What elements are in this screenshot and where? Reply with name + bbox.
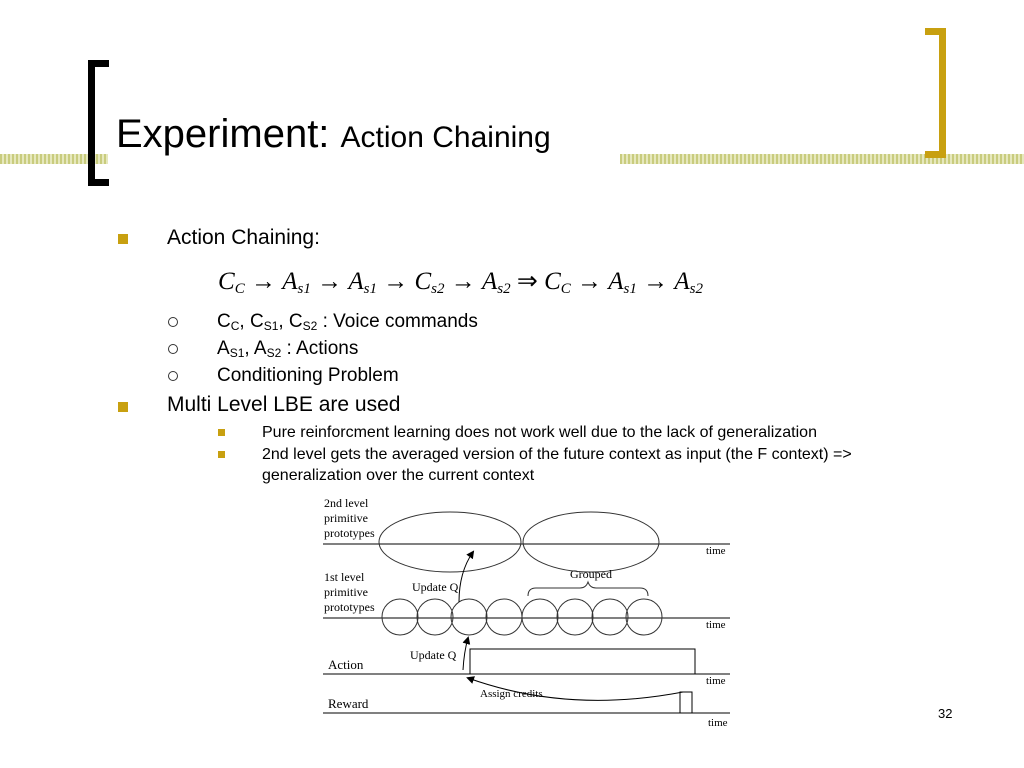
grouped-label: Grouped bbox=[570, 567, 612, 581]
action-segment bbox=[470, 649, 695, 674]
action-chain-formula: $C_C \to A_{s1} \to A_{s1} \to C_{s2} \to A_{s2}$ ⇒ $C_C \to A_{s1} \to A_{s2}$ bbox=[218, 268, 704, 297]
level1-prototype bbox=[522, 599, 558, 635]
small-bullet-icon bbox=[218, 429, 225, 436]
slide-title bbox=[116, 112, 551, 157]
level1-prototype bbox=[486, 599, 522, 635]
time-label-reward: time bbox=[708, 717, 728, 729]
ring-bullet-icon bbox=[168, 317, 178, 327]
level2-label-line1: 2nd level bbox=[324, 496, 369, 510]
small-bullet-icon bbox=[218, 451, 225, 458]
ring-bullet-icon bbox=[168, 344, 178, 354]
reward-pulse bbox=[680, 692, 692, 713]
sub-item-actions: $A_{S1}$, $A_{S2}$ : Actions bbox=[217, 338, 359, 360]
update-q-arrow-lower bbox=[463, 638, 468, 670]
grouped-brace bbox=[528, 582, 648, 596]
update-q-arrow-upper bbox=[459, 552, 473, 602]
level1-prototype bbox=[592, 599, 628, 635]
level1-label-line2: primitive bbox=[324, 585, 368, 599]
time-label-level2: time bbox=[706, 545, 726, 557]
sub-item-voice-commands: $C_C$, $C_{S1}$, $C_{S2}$ : Voice commands bbox=[217, 311, 478, 333]
sub-bullet-second-level-line1: 2nd level gets the averaged version of the future context as input (the F context) => bbox=[262, 446, 852, 463]
left-bracket-decoration bbox=[88, 60, 109, 186]
level2-label-line2: primitive bbox=[324, 511, 368, 525]
level1-prototype bbox=[626, 599, 662, 635]
level1-label-line3: prototypes bbox=[324, 600, 375, 614]
update-q-label-upper: Update Q bbox=[412, 580, 459, 594]
sub-bullet-reinforcement: Pure reinforcment learning does not work well due to the lack of generalization bbox=[262, 424, 817, 441]
level1-prototype bbox=[451, 599, 487, 635]
bullet-action-chaining: Action Chaining: bbox=[167, 226, 320, 249]
title-sub: Action Chaining bbox=[340, 121, 551, 154]
action-label: Action bbox=[328, 657, 364, 672]
title-main: Experiment: bbox=[116, 112, 330, 156]
level1-label-line1: 1st level bbox=[324, 570, 365, 584]
right-bracket-decoration bbox=[925, 28, 946, 158]
time-label-level1: time bbox=[706, 619, 726, 631]
sub-bullet-second-level-line2: generalization over the current context bbox=[262, 467, 535, 484]
level2-prototype-1 bbox=[379, 512, 521, 572]
level1-prototype bbox=[557, 599, 593, 635]
level1-prototype bbox=[382, 599, 418, 635]
sub-item-conditioning: Conditioning Problem bbox=[217, 365, 399, 386]
update-q-label-lower: Update Q bbox=[410, 648, 457, 662]
assign-credits-label: Assign credits bbox=[480, 688, 543, 700]
reward-label: Reward bbox=[328, 696, 369, 711]
bullet-square-icon bbox=[118, 402, 128, 412]
page-number: 32 bbox=[938, 706, 953, 721]
lbe-timing-diagram bbox=[318, 492, 748, 738]
bullet-square-icon bbox=[118, 234, 128, 244]
ring-bullet-icon bbox=[168, 371, 178, 381]
level2-label-line3: prototypes bbox=[324, 526, 375, 540]
bullet-multi-level: Multi Level LBE are used bbox=[167, 393, 401, 416]
level2-prototype-2 bbox=[523, 512, 659, 572]
level1-prototype bbox=[417, 599, 453, 635]
time-label-action: time bbox=[706, 675, 726, 687]
